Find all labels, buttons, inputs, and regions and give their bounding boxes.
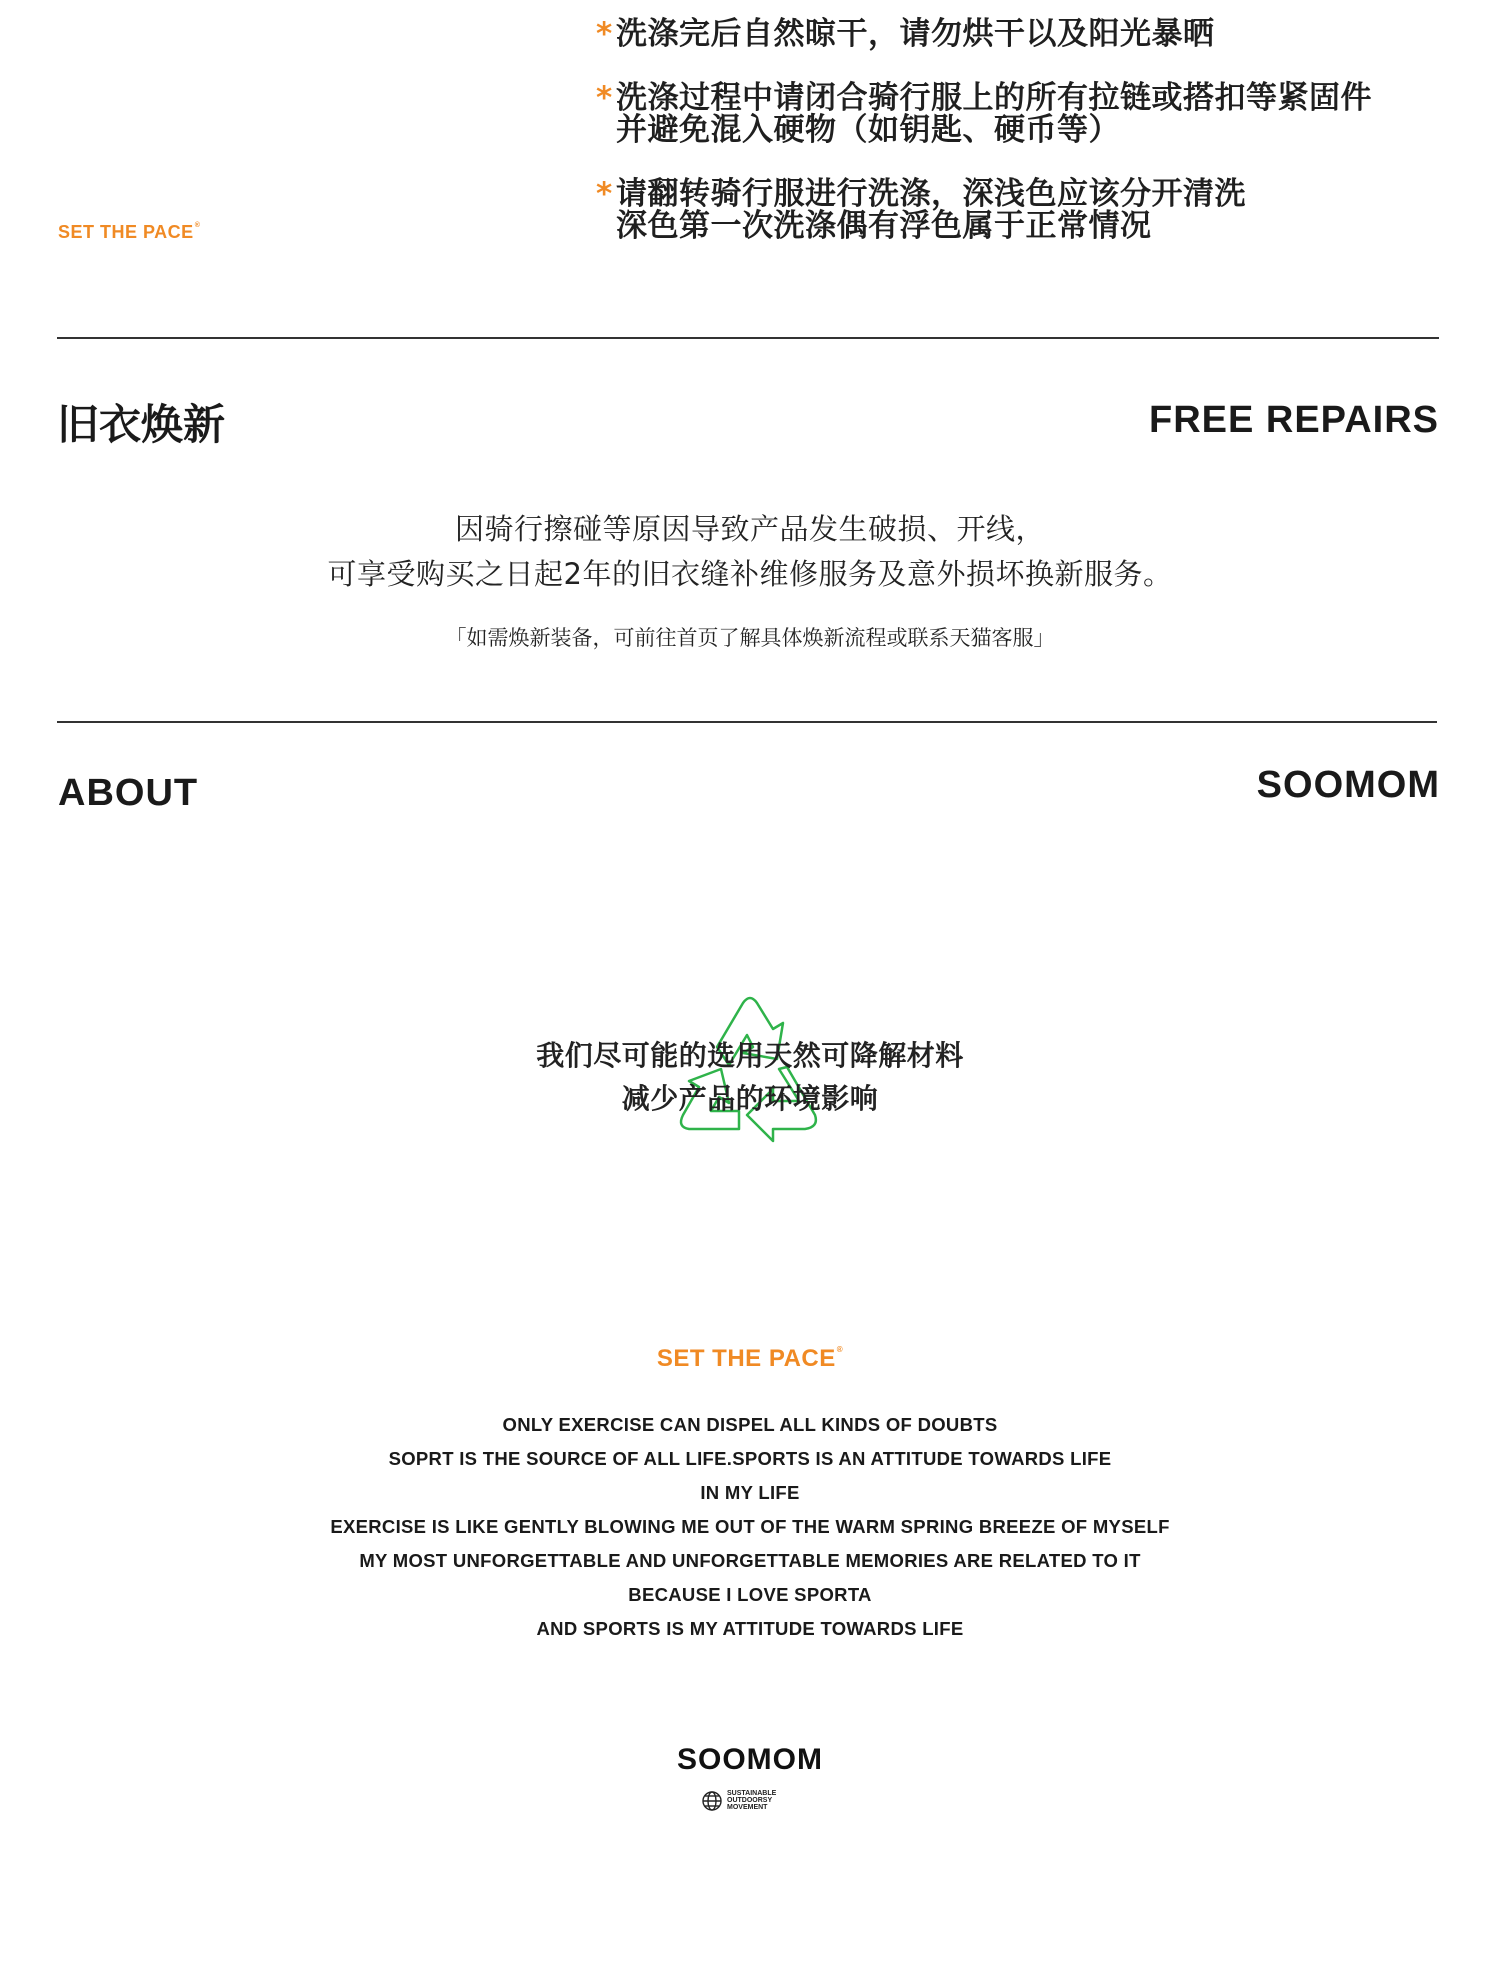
- bullet-star: *: [596, 16, 613, 52]
- bullet-star: *: [596, 176, 613, 212]
- care-text: 请翻转骑行服进行洗涤，深浅色应该分开清洗: [616, 176, 1246, 212]
- slogan-line: EXERCISE IS LIKE GENTLY BLOWING ME OUT OF THE WARM SPRING BREEZE OF MYSELF: [330, 1516, 1170, 1537]
- badge-line: MOVEMENT: [727, 1804, 768, 1811]
- slogan-line: MY MOST UNFORGETTABLE AND UNFORGETTABLE MEMORIES ARE RELATED TO IT: [359, 1550, 1141, 1571]
- eco-text: 我们尽可能的选用天然可降解材料: [536, 1039, 964, 1072]
- repairs-note: 「如需焕新装备，可前往首页了解具体焕新流程或联系天猫客服」: [445, 626, 1055, 650]
- repairs-text: 因骑行擦碰等原因导致产品发生破损、开线，: [454, 512, 1045, 546]
- care-item: [596, 80, 1456, 148]
- about-brand-title: SOOMOM: [1256, 764, 1440, 806]
- repairs-text: 可享受购买之日起2年的旧衣缝补维修服务及意外损坏换新服务。: [327, 557, 1173, 591]
- slogan-line: IN MY LIFE: [700, 1482, 800, 1503]
- globe-icon: [701, 1790, 723, 1812]
- badge-text: [727, 1790, 776, 1811]
- registered-mark: ®: [836, 1345, 844, 1354]
- repairs-title-en: FREE REPAIRS: [1148, 399, 1439, 441]
- care-text: 深色第一次洗涤偶有浮色属于正常情况: [616, 208, 1152, 244]
- slogan-line: ONLY EXERCISE CAN DISPEL ALL KINDS OF DOUBTS: [502, 1414, 998, 1435]
- slogan-line: SOPRT IS THE SOURCE OF ALL LIFE.SPORTS IS AN ATTITUDE TOWARDS LIFE: [388, 1448, 1112, 1469]
- care-text: 并避免混入硬物（如钥匙、硬币等）: [616, 112, 1120, 148]
- sustainability-badge: [701, 1789, 797, 1813]
- care-text: 洗涤过程中请闭合骑行服上的所有拉链或搭扣等紧固件: [616, 80, 1372, 116]
- about-title: ABOUT: [58, 772, 199, 814]
- brand-tagline-small: [58, 222, 200, 243]
- divider: [57, 337, 1439, 339]
- divider: [57, 721, 1437, 723]
- care-text: 洗涤完后自然晾干，请勿烘干以及阳光暴晒: [616, 16, 1215, 52]
- repairs-title-cn: 旧衣焕新: [57, 400, 226, 449]
- bullet-star: *: [596, 80, 613, 116]
- slogan-line: AND SPORTS IS MY ATTITUDE TOWARDS LIFE: [536, 1618, 964, 1639]
- brand-tagline: [0, 1345, 1500, 1373]
- badge-line: SUSTAINABLE: [727, 1790, 777, 1797]
- care-item: [596, 176, 1456, 244]
- registered-mark: ®: [194, 222, 201, 229]
- care-item: [596, 16, 1456, 52]
- brand-tagline-text: SET THE PACE: [58, 222, 194, 242]
- footer-logo: SOOMOM: [677, 1743, 823, 1776]
- slogan-line: BECAUSE I LOVE SPORTA: [628, 1584, 872, 1605]
- badge-line: OUTDOORSY: [727, 1797, 773, 1804]
- eco-text: 减少产品的环境影响: [621, 1082, 879, 1115]
- brand-tagline-text: SET THE PACE: [656, 1345, 836, 1372]
